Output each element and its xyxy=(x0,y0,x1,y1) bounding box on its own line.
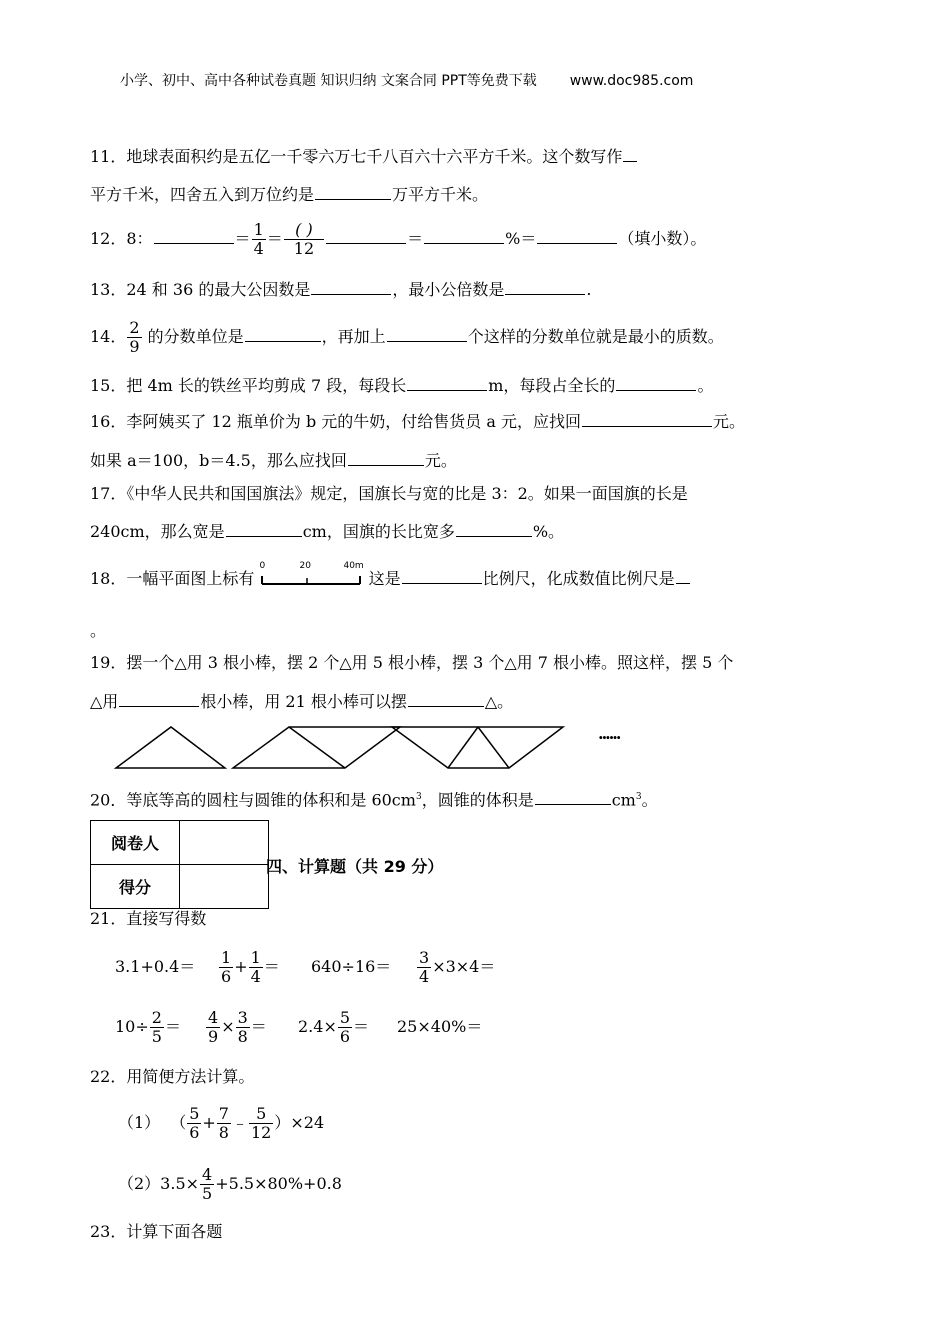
q22-title-text: 22．用简便方法计算。 xyxy=(90,1067,255,1086)
q13-text: 13．24 和 36 的最大公因数是 xyxy=(90,280,311,299)
q21-r1c4-f xyxy=(417,949,431,986)
q11-text2: 平方千米，四舍五入到万位约是 xyxy=(90,185,315,204)
q21-title-text: 21．直接写得数 xyxy=(90,909,207,928)
question-18 xyxy=(90,561,691,590)
q21-r1c3: 640÷16＝ xyxy=(311,957,392,976)
question-12 xyxy=(90,218,706,260)
question-11-line1 xyxy=(90,146,638,168)
q22-p1-op1: + xyxy=(202,1113,216,1132)
q21-item-8 xyxy=(397,1006,482,1048)
scale-bar xyxy=(259,561,364,590)
q21-r1c2-eq: ＝ xyxy=(263,957,280,976)
continuation-dots: ······ xyxy=(598,728,620,747)
question-17-line2 xyxy=(90,521,564,543)
q20-blank xyxy=(535,789,611,805)
q14-text: 14． xyxy=(90,327,127,346)
q15-text3: 。 xyxy=(697,376,714,395)
q21-r1c4-tail: ×3×4＝ xyxy=(432,957,496,976)
q16-text3: 如果 a＝100，b＝4.5，那么应找回 xyxy=(90,451,347,470)
score-table xyxy=(90,820,269,909)
q22-part-2 xyxy=(118,1162,342,1206)
q22-p2-f xyxy=(200,1166,214,1203)
q21-r2c2-f2n: 3 xyxy=(237,1008,248,1027)
q22-p1-op2: ﹣ xyxy=(231,1113,248,1132)
q14-text3: ，再加上 xyxy=(321,327,386,346)
question-13 xyxy=(90,279,591,301)
q14-blank-2 xyxy=(387,326,467,342)
question-18-end xyxy=(90,620,106,642)
q12-fraction-1 xyxy=(252,221,266,258)
q21-r2c2-f2d: 8 xyxy=(237,1027,248,1046)
q23-title-text: 23．计算下面各题 xyxy=(90,1222,223,1241)
section-title: 四、计算题（共 29 分） xyxy=(266,857,444,876)
q21-r1c2-f1d: 6 xyxy=(221,967,232,986)
q17-blank-2 xyxy=(456,521,532,537)
score-label: 得分 xyxy=(91,865,180,909)
q13-blank-2 xyxy=(505,279,585,295)
q22-p1-f2d: 8 xyxy=(218,1123,229,1142)
q21-r1c2-f1n: 1 xyxy=(221,948,232,967)
q19-text2: △用 xyxy=(90,692,119,711)
q21-r2c1-pre: 10÷ xyxy=(115,1017,149,1036)
q22-part-1 xyxy=(118,1101,324,1145)
q19-blank-1 xyxy=(119,691,199,707)
q12-fraction-2 xyxy=(284,221,324,258)
q12-eq3: ＝ xyxy=(407,229,424,248)
q12-f2-den: 12 xyxy=(284,239,324,258)
q21-item-5 xyxy=(115,1006,181,1048)
q13-text2: ，最小公倍数是 xyxy=(392,280,505,299)
scale-label-20: 20 xyxy=(299,561,311,571)
q18-text4: 。 xyxy=(90,621,107,640)
q15-blank-1 xyxy=(407,375,487,391)
triangle-3 xyxy=(392,727,563,768)
q22-p1-label: （1） xyxy=(118,1113,161,1132)
q21-item-1 xyxy=(115,946,195,988)
scale-label-0: 0 xyxy=(259,561,266,571)
q21-item-3 xyxy=(311,946,391,988)
q15-blank-2 xyxy=(616,375,696,391)
q15-text2: m，每段占全长的 xyxy=(488,376,616,395)
q22-p1-open: （ xyxy=(170,1113,187,1132)
q12-text: 12．8： xyxy=(90,229,153,248)
q21-r2c3-fd: 6 xyxy=(339,1027,351,1046)
q22-p2-fd: 5 xyxy=(202,1184,213,1203)
scale-bar-graphic xyxy=(259,574,363,586)
q16-text2: 元。 xyxy=(713,412,746,431)
score-cell[interactable] xyxy=(180,865,269,909)
q14-fraction xyxy=(127,319,141,356)
question-21-title xyxy=(90,908,206,930)
q21-r2c2-eq: ＝ xyxy=(250,1017,267,1036)
scale-label-40: 40m xyxy=(343,561,364,571)
header-site: www.doc985.com xyxy=(569,73,694,89)
q21-r1c2-f1 xyxy=(219,949,233,986)
header-text: 小学、初中、高中各种试卷真题 知识归纳 文案合同 PPT等免费下载 xyxy=(120,73,537,89)
q11-blank-2 xyxy=(315,184,391,200)
q22-p1-f1d: 6 xyxy=(189,1123,200,1142)
question-19-line2 xyxy=(90,691,513,713)
q11-text3: 万平方千米。 xyxy=(392,185,489,204)
q22-p2-label: （2）3.5× xyxy=(118,1174,200,1193)
q19-text: 19．摆一个△用 3 根小棒，摆 2 个△用 5 根小棒，摆 3 个△用 7 根小棒。照这样，摆 5 个 xyxy=(90,653,734,672)
q22-p1-f2n: 7 xyxy=(218,1104,229,1123)
q13-blank-1 xyxy=(311,279,391,295)
q20-sup2: 3 xyxy=(635,792,642,802)
q12-f2-num: ( ) xyxy=(295,220,313,239)
q12-blank-4 xyxy=(537,228,617,244)
q22-p1-f3 xyxy=(249,1105,273,1142)
q18-text2: 这是 xyxy=(368,569,401,588)
question-11-line2 xyxy=(90,184,488,206)
q12-eq1: ＝ xyxy=(234,229,251,248)
q21-r2c4: 25×40%＝ xyxy=(397,1017,483,1036)
question-14 xyxy=(90,316,724,358)
q18-blank-1 xyxy=(402,568,482,584)
q21-r1c1: 3.1+0.4＝ xyxy=(115,957,196,976)
q20-sup: 3 xyxy=(415,792,422,802)
page-header xyxy=(120,70,693,90)
q21-r1c2-f2d: 4 xyxy=(250,967,261,986)
q21-r2c3-eq: ＝ xyxy=(353,1017,370,1036)
q14-text4: 个这样的分数单位就是最小的质数。 xyxy=(467,327,724,346)
question-16-line2 xyxy=(90,450,457,472)
q22-p1-f1 xyxy=(187,1105,201,1142)
q14-f-den: 9 xyxy=(129,337,140,356)
q19-blank-2 xyxy=(408,691,484,707)
question-23-title xyxy=(90,1221,222,1243)
reviewer-cell[interactable] xyxy=(180,821,269,865)
q16-blank-1 xyxy=(582,411,712,427)
q19-text3: 根小棒，用 21 根小棒可以摆 xyxy=(200,692,407,711)
question-22-title xyxy=(90,1066,254,1088)
q13-text3: . xyxy=(586,280,592,299)
q18-blank-2 xyxy=(676,568,690,584)
q19-text4: △。 xyxy=(484,692,514,711)
q12-blank-3 xyxy=(424,228,504,244)
q21-item-7 xyxy=(298,1006,369,1048)
question-15 xyxy=(90,375,713,397)
q21-r1c2-op: + xyxy=(234,957,248,976)
q11-blank-1 xyxy=(623,146,637,162)
q21-r2c2-f1 xyxy=(206,1009,220,1046)
q21-r2c2-f2 xyxy=(236,1009,250,1046)
q15-text: 15．把 4m 长的铁丝平均剪成 7 段，每段长 xyxy=(90,376,407,395)
q22-p1-f2 xyxy=(217,1105,231,1142)
q21-r1c2-f2n: 1 xyxy=(250,948,261,967)
q21-r2c1-f xyxy=(150,1009,164,1046)
q21-r2c1-fn: 2 xyxy=(151,1008,162,1027)
q21-item-4 xyxy=(416,946,495,988)
q17-text4: %。 xyxy=(532,522,565,541)
q12-eq2: ＝ xyxy=(266,229,283,248)
triangle-1 xyxy=(116,727,225,768)
q12-pct: %＝ xyxy=(505,229,537,248)
q21-r2c3-pre: 2.4× xyxy=(298,1017,337,1036)
q12-blank-1 xyxy=(154,228,234,244)
q14-text2: 的分数单位是 xyxy=(147,327,244,346)
q22-p1-close: ）×24 xyxy=(274,1113,325,1132)
q12-f1-num: 1 xyxy=(253,220,264,239)
q21-r1c4-fd: 4 xyxy=(419,967,430,986)
q21-item-2 xyxy=(218,946,280,988)
question-20 xyxy=(90,786,658,811)
triangle-sticks-figure xyxy=(112,722,572,772)
q22-p1-f3n: 5 xyxy=(256,1104,267,1123)
q21-r2c3-f xyxy=(338,1009,352,1046)
q17-text3: cm，国旗的长比宽多 xyxy=(302,522,455,541)
reviewer-label: 阅卷人 xyxy=(91,821,180,865)
question-16-line1 xyxy=(90,411,745,433)
q21-r2c2-f1d: 9 xyxy=(208,1027,219,1046)
q17-blank-1 xyxy=(226,521,302,537)
q21-r1c2-f2 xyxy=(249,949,263,986)
q16-blank-2 xyxy=(348,450,424,466)
q12-f1-den: 4 xyxy=(253,239,264,258)
q22-p2-tail: +5.5×80%+0.8 xyxy=(215,1174,342,1193)
q11-text: 11．地球表面积约是五亿一千零六万七千八百六十六平方千米。这个数写作 xyxy=(90,147,623,166)
q21-r2c2-f1n: 4 xyxy=(208,1008,219,1027)
q18-text3: 比例尺，化成数值比例尺是 xyxy=(482,569,675,588)
question-17-line1 xyxy=(90,483,688,505)
q20-text2: ，圆锥的体积是 xyxy=(421,790,534,810)
q14-f-num: 2 xyxy=(129,318,140,337)
q17-text: 17．《中华人民共和国国旗法》规定，国旗长与宽的比是 3：2。如果一面国旗的长是 xyxy=(90,484,688,503)
q21-r2c1-eq: ＝ xyxy=(164,1017,181,1036)
question-19-line1 xyxy=(90,652,733,674)
q17-text2: 240cm，那么宽是 xyxy=(90,522,225,541)
q16-text: 16．李阿姨买了 12 瓶单价为 b 元的牛奶，付给售货员 a 元，应找回 xyxy=(90,412,582,431)
q12-tail: （填小数）。 xyxy=(618,229,707,248)
q22-p1-f1n: 5 xyxy=(189,1104,200,1123)
q20-text4: 。 xyxy=(641,790,658,810)
q21-r2c3-fn: 5 xyxy=(339,1008,351,1027)
q12-blank-2 xyxy=(326,228,406,244)
q22-p2-fn: 4 xyxy=(202,1165,213,1184)
q16-text4: 元。 xyxy=(424,451,457,470)
q20-text: 20．等底等高的圆柱与圆锥的体积和是 60cm xyxy=(90,790,416,810)
q20-text3: cm xyxy=(611,790,636,810)
q21-r2c1-fd: 5 xyxy=(151,1027,162,1046)
q18-text: 18．一幅平面图上标有 xyxy=(90,569,255,588)
q21-r1c4-fn: 3 xyxy=(419,948,430,967)
q21-r2c2-op: × xyxy=(221,1017,235,1036)
q14-blank-1 xyxy=(245,326,321,342)
q22-p1-f3d: 12 xyxy=(251,1123,272,1142)
q21-item-6 xyxy=(205,1006,267,1048)
